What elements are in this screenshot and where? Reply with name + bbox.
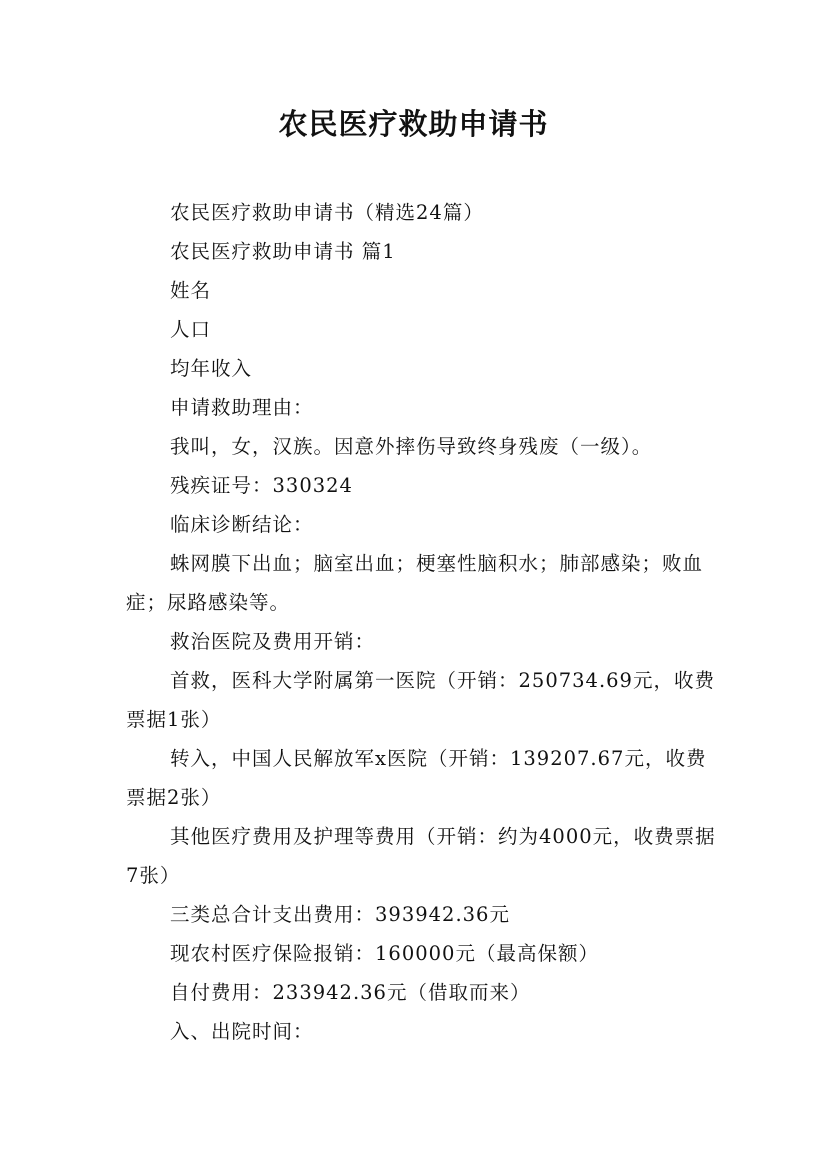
paragraph-first-hospital: 首救，医科大学附属第一医院（开销：250734.69元，收费票据1张） <box>126 669 715 731</box>
paragraph-diagnosis-text: 蛛网膜下出血；脑室出血；梗塞性脑积水；肺部感染；败血症；尿路感染等。 <box>126 552 704 614</box>
document-title: 农民医疗救助申请书 <box>278 107 549 141</box>
paragraph-other-costs: 其他医疗费用及护理等费用（开销：约为4000元，收费票据7张） <box>126 825 716 887</box>
paragraph-insurance: 现农村医疗保险报销：160000元（最高保额） <box>170 942 599 965</box>
paragraph-subtitle: 农民医疗救助申请书（精选24篇） <box>170 201 484 224</box>
paragraph-name: 姓名 <box>170 279 212 302</box>
paragraph-annual-income: 均年收入 <box>170 357 253 380</box>
document-body <box>126 193 716 1051</box>
paragraph-disability-id: 残疾证号：330324 <box>170 474 353 497</box>
paragraph-self-paid: 自付费用：233942.36元（借取而来） <box>170 981 531 1004</box>
paragraph-reason-heading: 申请救助理由： <box>170 396 314 419</box>
paragraph-section-heading: 农民医疗救助申请书 篇1 <box>170 240 396 263</box>
paragraph-reason-text: 我叫，女，汉族。因意外摔伤导致终身残废（一级）。 <box>170 435 653 458</box>
paragraph-transfer-hospital: 转入，中国人民解放军x医院（开销：139207.67元，收费票据2张） <box>126 747 707 809</box>
paragraph-admission-time: 入、出院时间： <box>170 1020 314 1043</box>
paragraph-hospitals-heading: 救治医院及费用开销： <box>170 630 376 653</box>
paragraph-diagnosis-heading: 临床诊断结论： <box>170 513 314 536</box>
paragraph-total-costs: 三类总合计支出费用：393942.36元 <box>170 903 510 926</box>
paragraph-population: 人口 <box>170 318 212 341</box>
